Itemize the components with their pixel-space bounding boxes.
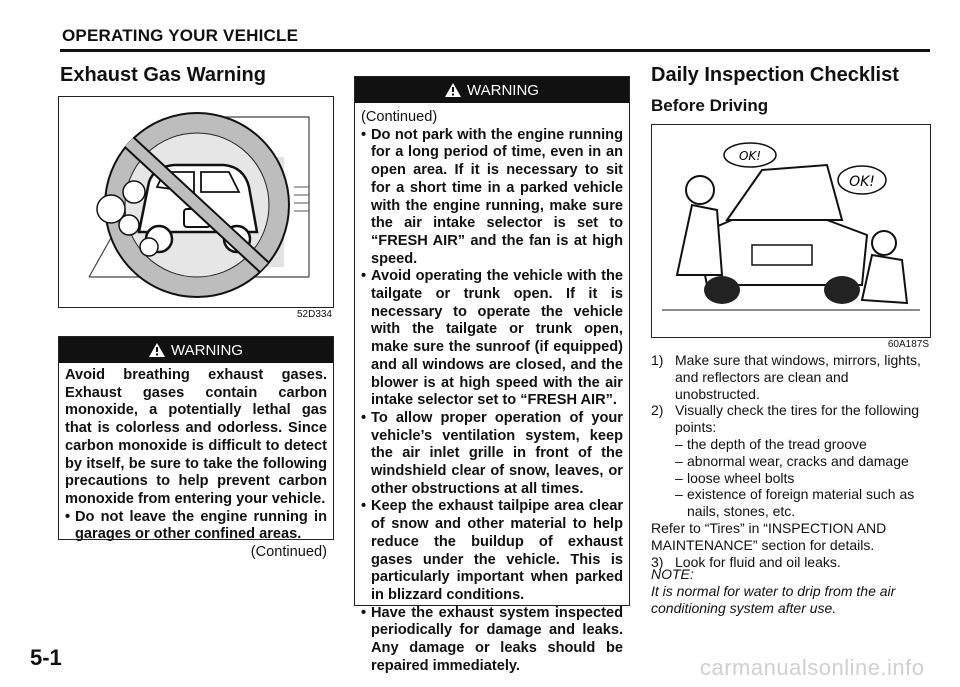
dash-icon: – [675,469,683,486]
inspection-title: Daily Inspection Checklist [651,64,899,86]
warning-triangle-icon [149,343,165,357]
list-item [651,402,929,436]
list-item-number: 3) [651,553,664,570]
continued-label: (Continued) [250,544,327,561]
bullet-icon: • [65,508,71,525]
refer-text: Refer to “Tires” in “INSPECTION AND MAINTENANCE” section for details. [651,519,887,553]
list-item [651,352,929,402]
ok-bubble-text: OK! [738,149,762,163]
dash-icon: – [675,486,683,503]
sub-item [651,486,929,520]
inspection-figure [651,124,931,338]
ok-bubble-text: OK! [849,174,875,190]
sub-item [651,453,929,470]
warning-bullet [361,268,623,410]
sub-item-text: existence of foreign material such as nails, stones, etc. [687,486,915,520]
watermark: carmanualsonline.info [700,655,925,680]
warning-bullet [361,605,623,676]
warning-header [59,337,333,363]
sub-item-text: the depth of the tread groove [687,435,867,452]
note-label: NOTE: [651,566,694,582]
note [651,566,929,616]
sub-item [651,470,929,487]
warning-bullet [361,498,623,604]
figure-code: 52D334 [296,309,332,320]
warning-label: WARNING [467,81,539,99]
bullet-icon: • [361,604,367,621]
warning-bullet-text: Have the exhaust system inspected periodically for damage and leaks. Any damage or leaks should be repaired immediately. [371,604,623,674]
warning-label: WARNING [171,341,243,359]
warning-text: Avoid breathing exhaust gases. Exhaust gases contain carbon monoxide, a potentially lethal gas that is colorless and odorless. Since carbon monoxide is difficult to detect by itself, be sure to take the following precautions to help prevent carbon monoxide from entering your vehicle. [65,367,327,507]
exhaust-title: Exhaust Gas Warning [60,64,266,86]
warning-box-left [58,336,334,561]
header-rule [60,49,930,52]
list-item-text: Look for fluid and oil leaks. [675,553,841,570]
list-item-number: 2) [651,402,664,419]
page-number: 5-1 [30,645,62,670]
warning-box-middle [354,76,630,674]
warning-bullet-text: Avoid operating the vehicle with the tailgate or trunk open. If it is necessary to operate the vehicle with the tailgate or trunk open, make sure the sunroof (if equipped) and all windows are closed, and the blower is at high speed with the air intake selector set to “FRESH AIR”. [371,268,623,409]
warning-bullet [65,509,327,544]
sub-item [651,436,929,453]
exhaust-figure [58,96,334,308]
warning-bullet [361,127,623,269]
warning-body [355,103,629,682]
continued-label: (Continued) [361,109,438,125]
warning-body [59,363,333,568]
warning-header [355,77,629,103]
list-item-number: 1) [651,352,664,368]
bullet-icon: • [361,409,367,426]
figure-code: 60A187S [887,339,929,350]
dash-icon: – [675,435,683,452]
bullet-icon: • [361,126,367,143]
sub-item-text: loose wheel bolts [687,469,795,486]
dash-icon: – [675,452,683,469]
list-item-text: Visually check the tires for the following points: [675,402,920,436]
sub-item-text: abnormal wear, cracks and damage [687,452,909,469]
note-text: It is normal for water to drip from the air conditioning system after use. [651,582,896,616]
warning-triangle-icon [445,83,461,97]
list-item-text: Make sure that windows, mirrors, lights, and reflectors are clean and unobstructed. [675,352,921,402]
no-idling-car-illustration [59,97,333,307]
car-inspection-illustration [652,125,930,337]
bullet-icon: • [361,498,367,515]
before-driving-subtitle: Before Driving [651,96,769,115]
warning-bullet-text: Do not leave the engine running in garages or other confined areas. [75,508,327,543]
warning-bullet-text: Do not park with the engine running for a long period of time, even in an open area. If it is necessary to sit for a short time in a parked vehicle with the engine running, make sure the air intake selector is set to “FRESH AIR” and the fan is at high speed. [371,126,623,267]
warning-bullet [361,410,623,499]
bullet-icon: • [361,268,367,285]
warning-bullet-text: Keep the exhaust tailpipe area clear of snow and other material to help reduce the buildup of exhaust gases under the vehicle. This is particularly important when parked in blizzard conditions. [371,498,623,603]
section-header: OPERATING YOUR VEHICLE [62,26,299,45]
inspection-list [651,352,929,570]
warning-bullet-text: To allow proper operation of your vehicle’s ventilation system, keep the air inlet grille in front of the windshield clear of snow, leaves, or other obstructions at all times. [371,409,623,497]
